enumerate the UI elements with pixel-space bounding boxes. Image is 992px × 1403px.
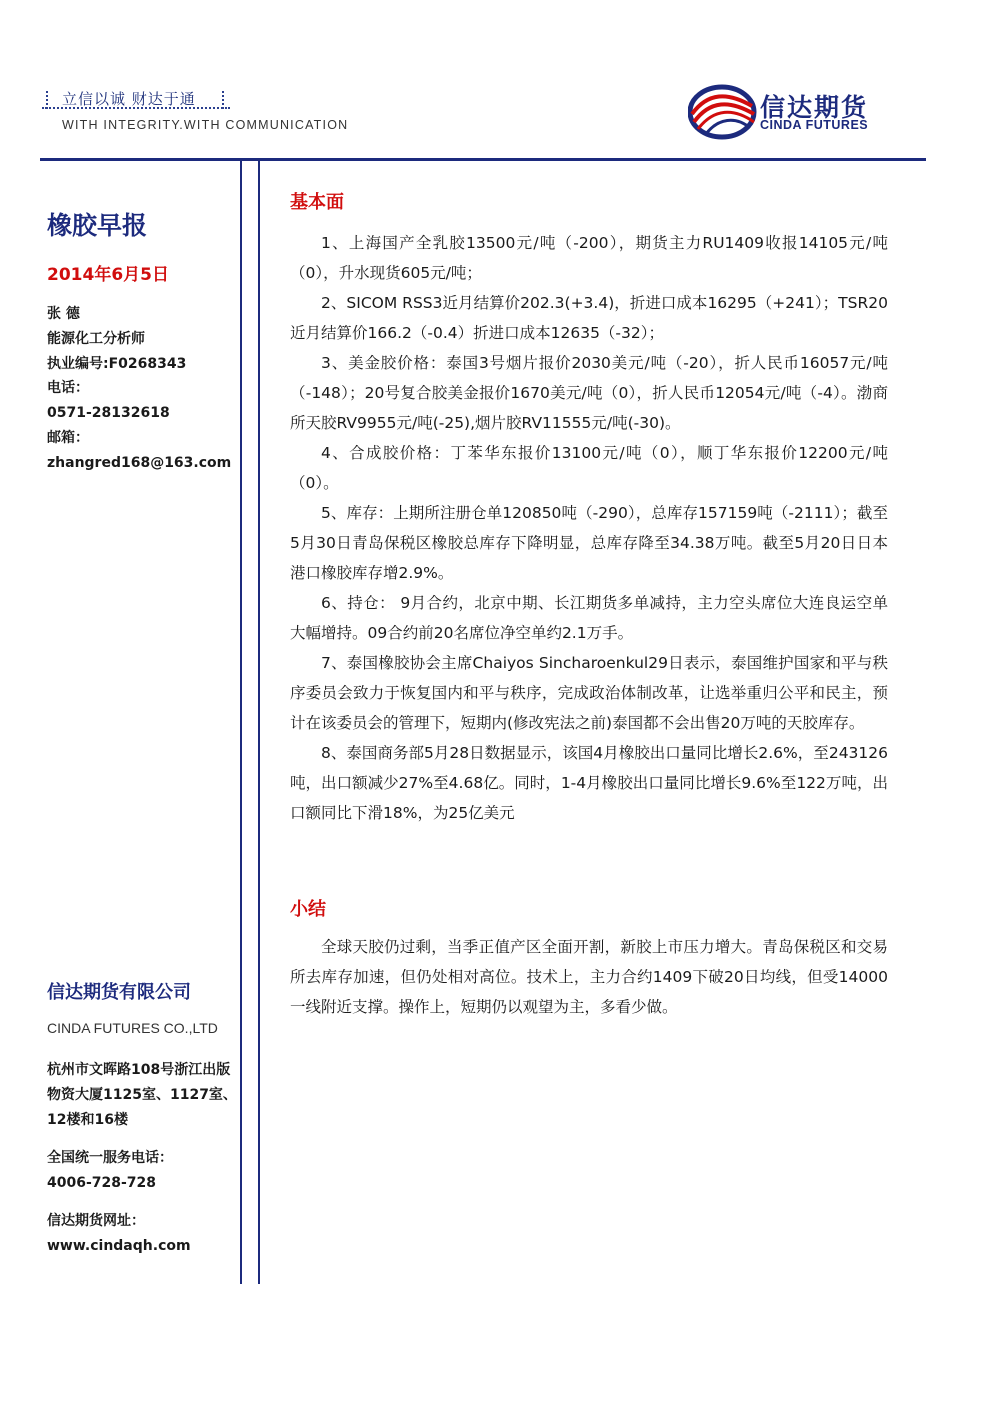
analyst-role: 能源化工分析师 — [47, 330, 145, 347]
paragraph: 8、泰国商务部5月28日数据显示，该国4月橡胶出口量同比增长2.6%，至243126吨，出口额减少27%至4.68亿。同时，1-4月橡胶出口量同比增长9.6%至122万吨，出口额同比下滑18%，为25亿美元 — [290, 744, 888, 822]
email-value: zhangred168@163.com — [47, 454, 232, 471]
website-value: www.cindaqh.com — [47, 1237, 191, 1254]
report-date: 2014年6月5日 — [47, 265, 169, 285]
analyst-name: 张 德 — [47, 306, 80, 322]
header-slogan-en: WITH INTEGRITY.WITH COMMUNICATION — [62, 118, 349, 132]
column-divider — [240, 161, 242, 1284]
hotline-label: 全国统一服务电话： — [47, 1150, 173, 1166]
logo-text-en: CINDA FUTURES — [760, 118, 869, 132]
hotline-value: 4006-728-728 — [47, 1174, 157, 1191]
company-name: 信达期货有限公司 — [47, 982, 191, 1003]
logo-swoosh-icon — [688, 84, 758, 140]
header-rule — [40, 158, 926, 161]
header-slogan-cn: 立信以诚 财达于通 — [62, 90, 196, 108]
summary-body — [290, 932, 888, 1022]
analyst-license: 执业编号:F0268343 — [47, 355, 187, 372]
paragraph: 6、持仓： 9月合约，北京中期、长江期货多单减持，主力空头席位大连良运空单大幅增持。09合约前20名席位净空单约2.1万手。 — [290, 594, 888, 642]
company-logo — [688, 84, 928, 140]
section-heading-fundamentals: 基本面 — [290, 192, 344, 213]
paragraph: 4、合成胶价格：丁苯华东报价13100元/吨（0），顺丁华东报价12200元/吨（0）。 — [290, 444, 888, 492]
paragraph: 7、泰国橡胶协会主席Chaiyos Sincharoenkul29日表示，泰国维护国家和平与秩序委员会致力于恢复国内和平与秩序，完成政治体制改革，让选举重归公平和民主，预计在该委员会的管理下，短期内(修改宪法之前)泰国都不会出售20万吨的天胶库存。 — [290, 654, 888, 732]
column-divider — [258, 161, 260, 1284]
report-title: 橡胶早报 — [47, 211, 148, 240]
spacer — [47, 1195, 191, 1209]
company-address: 杭州市文晖路108号浙江出版物资大厦1125室、1127室、12楼和16楼 — [47, 1062, 237, 1128]
paragraph: 5、库存：上期所注册仓单120850吨（-290），总库存157159吨（-2111）；截至5月30日青岛保税区橡胶总库存下降明显，总库存降至34.38万吨。截至5月20日日本港口橡胶库存增2.9%。 — [290, 504, 888, 582]
analyst-info — [47, 302, 231, 476]
paragraph: 3、美金胶价格：泰国3号烟片报价2030美元/吨（-20），折人民币16057元/吨（-148）；20号复合胶美金报价1670美元/吨（0），折人民币12054元/吨（-4）。渤商所天胶RV9955元/吨(-25),烟片胶RV11555元/吨(-30)。 — [290, 354, 888, 432]
paragraph: 全球天胶仍过剩，当季正值产区全面开割，新胶上市压力增大。青岛保税区和交易所去库存加速，但仍处相对高位。技术上，主力合约1409下破20日均线，但受14000一线附近支撑。操作上，短期仍以观望为主，多看少做。 — [290, 938, 888, 1016]
company-contact — [47, 1146, 191, 1258]
section-heading-summary: 小结 — [290, 899, 326, 920]
logo-text-cn: 信达期货 — [760, 93, 869, 122]
header-dotted-line — [42, 107, 230, 109]
phone-value: 0571-28132618 — [47, 405, 170, 422]
company-name-en: CINDA FUTURES CO.,LTD — [47, 1020, 218, 1036]
website-label: 信达期货网址： — [47, 1213, 145, 1229]
fundamentals-body — [290, 228, 888, 828]
email-label: 邮箱： — [47, 429, 89, 446]
paragraph: 1、上海国产全乳胶13500元/吨（-200），期货主力RU1409收报14105元/吨（0），升水现货605元/吨； — [290, 234, 888, 282]
phone-label: 电话： — [47, 380, 89, 397]
paragraph: 2、SICOM RSS3近月结算价202.3(+3.4)，折进口成本16295（+241）；TSR20近月结算价166.2（-0.4）折进口成本12635（-32）； — [290, 294, 888, 342]
